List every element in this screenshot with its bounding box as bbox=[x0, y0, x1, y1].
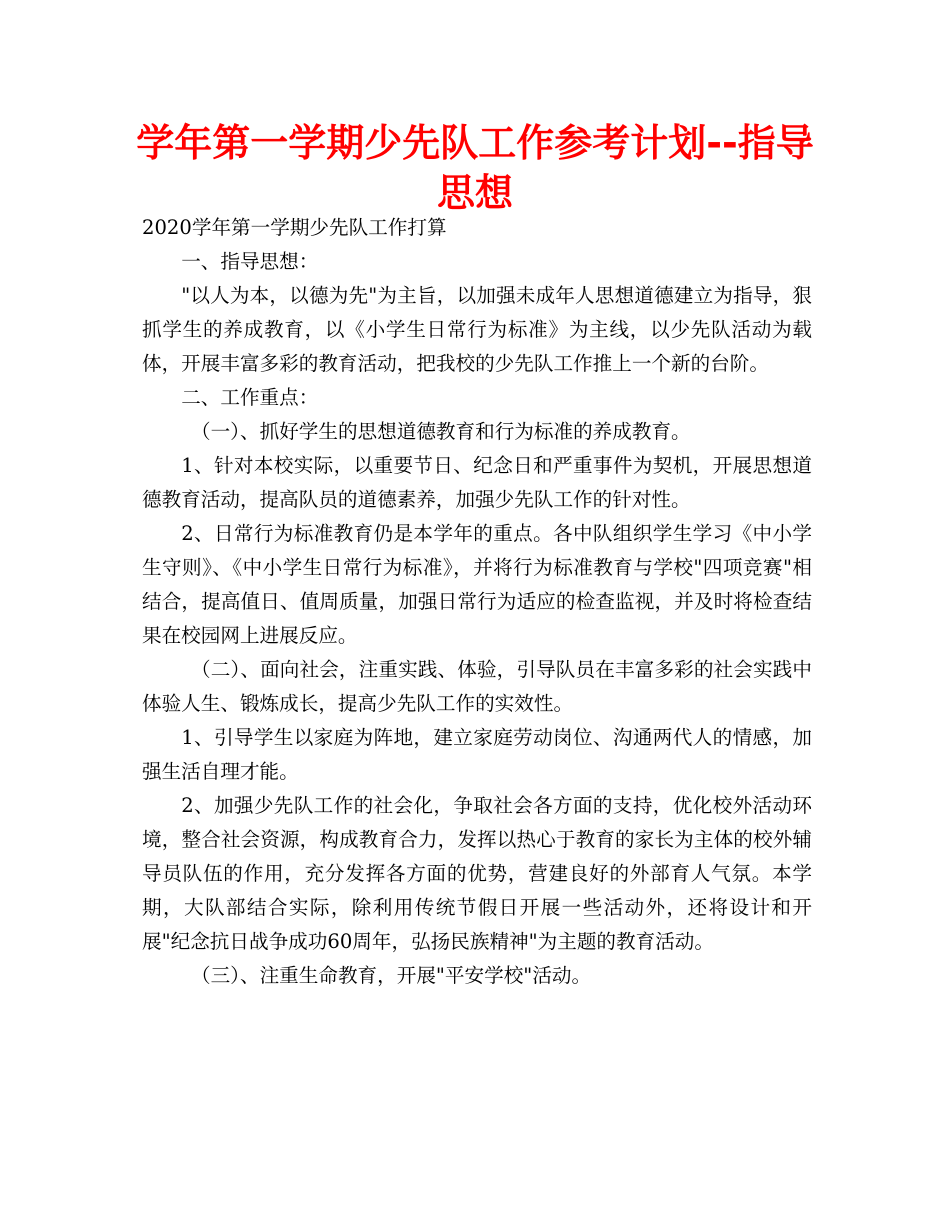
subsection-heading-1: （一）、抓好学生的思想道德教育和行为标准的养成教育。 bbox=[191, 420, 691, 443]
paragraph-item-2-2: 2、加强少先队工作的社会化，争取社会各方面的支持，优化校外活动环境，整合社会资源，构成教育合力，发挥以热心于教育的家长为主体的校外辅导员队伍的作用，充分发挥各方面的优势，营建良好的外部育人气氛。本学期，大队部结合实际，除利用传统节假日开展一些活动外，还将设计和开展"纪念抗日战争成功60周年，弘扬民族精神"为主题的教育活动。 bbox=[142, 794, 812, 953]
section-heading-guiding-thought: 一、指导思想： bbox=[181, 250, 319, 273]
paragraph-item-1-1: 1、针对本校实际，以重要节日、纪念日和严重事件为契机，开展思想道德教育活动，提高队员的道德素养，加强少先队工作的针对性。 bbox=[142, 454, 812, 511]
document-body bbox=[142, 211, 812, 993]
document-title: 学年第一学期少先队工作参考计划--指导思想 bbox=[136, 121, 814, 215]
paragraph-item-2-1: 1、引导学生以家庭为阵地，建立家庭劳动岗位、沟通两代人的情感，加强生活自理才能。 bbox=[142, 726, 812, 783]
paragraph-guiding-thought: "以人为本，以德为先"为主旨，以加强未成年人思想道德建立为指导，狠抓学生的养成教育，以《小学生日常行为标准》为主线，以少先队活动为载体，开展丰富多彩的教育活动，把我校的少先队工作推上一个新的台阶。 bbox=[142, 284, 812, 375]
section-heading-work-focus: 二、工作重点： bbox=[181, 386, 319, 409]
subsection-heading-3: （三）、注重生命教育，开展"平安学校"活动。 bbox=[191, 964, 592, 987]
plan-heading: 2020学年第一学期少先队工作打算 bbox=[142, 216, 447, 239]
subsection-heading-2: （二）、面向社会，注重实践、体验，引导队员在丰富多彩的社会实践中体验人生、锻炼成长，提高少先队工作的实效性。 bbox=[142, 658, 812, 715]
paragraph-item-1-2: 2、日常行为标准教育仍是本学年的重点。各中队组织学生学习《中小学生守则》、《中小学生日常行为标准》，并将行为标准教育与学校"四项竞赛"相结合，提高值日、值周质量，加强日常行为适应的检查监视，并及时将检查结果在校园网上进展反应。 bbox=[142, 522, 812, 647]
